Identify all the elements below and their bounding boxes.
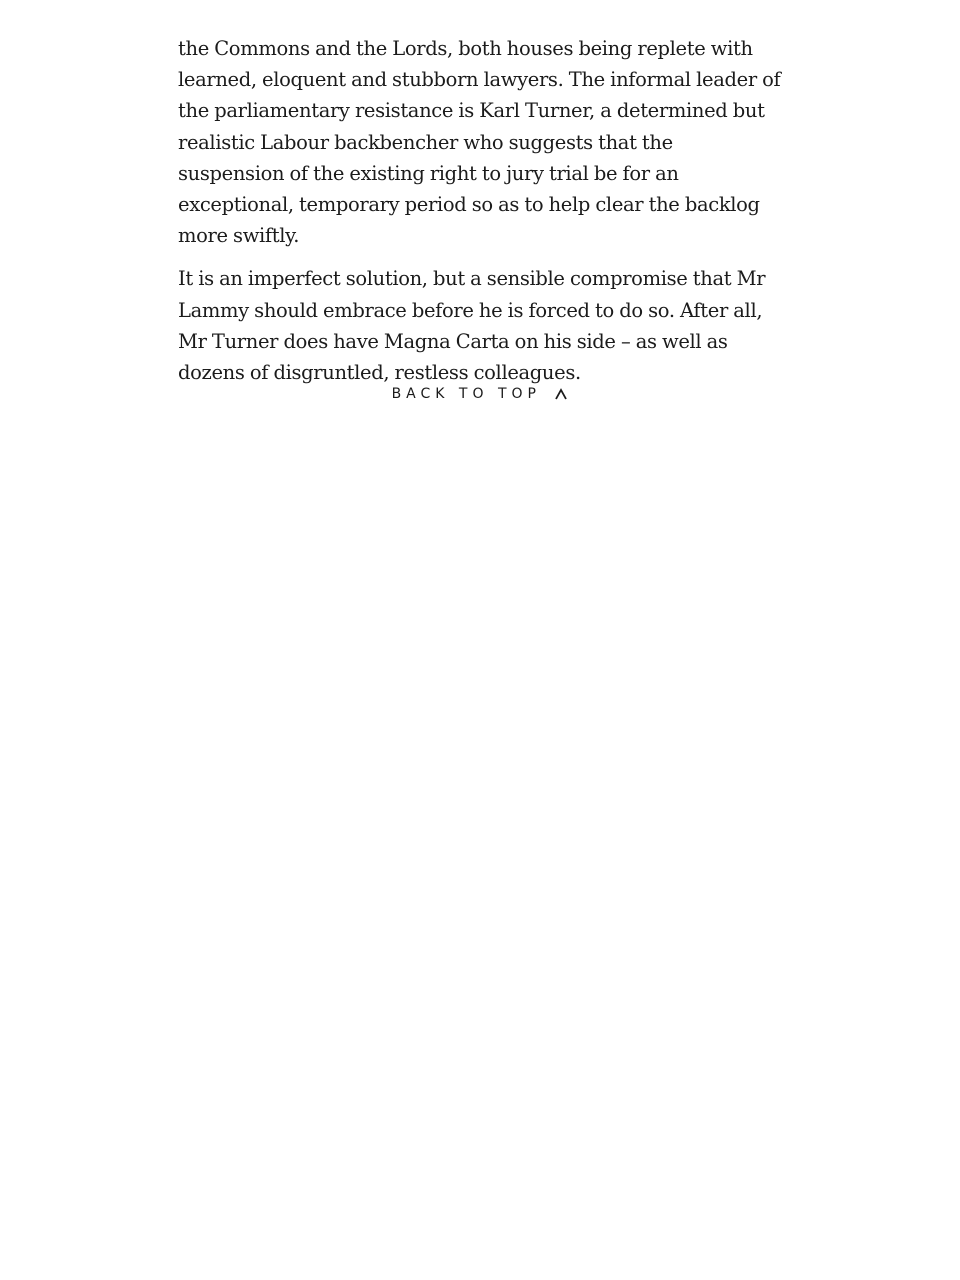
chevron-up-icon (554, 387, 568, 401)
back-to-top-label: BACK TO TOP (391, 386, 541, 402)
article-paragraph: It is an imperfect solution, but a sensible compromise that Mr Lammy should embrace before he is forced to do so. After all, Mr Turner does have Magna Carta on his side – as well as dozens of disgruntled, restless colleagues. (178, 267, 766, 385)
article-body (178, 33, 784, 400)
back-to-top-link[interactable] (0, 386, 960, 402)
article-paragraph: the Commons and the Lords, both houses being replete with learned, eloquent and stubborn lawyers. The informal leader of the parliamentary resistance is Karl Turner, a determined but realistic Labour backbencher who suggests that the suspension of the existing right to jury trial be for an exceptional, temporary period so as to help clear the backlog more swiftly. (178, 37, 781, 248)
